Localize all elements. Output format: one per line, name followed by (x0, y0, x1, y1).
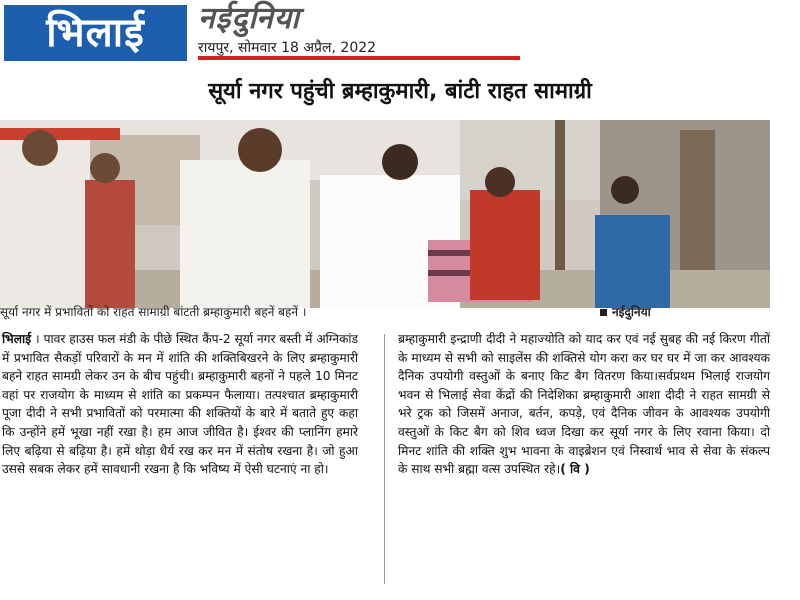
article-dateline: भिलाई (2, 332, 32, 346)
article-column-1 (2, 330, 358, 479)
newspaper-logo: नईदुनिया (198, 1, 300, 36)
column-1-text: । पावर हाउस फल मंडी के पीछे स्थित कैंप-2 सूर्या नगर बस्ती में अग्निकांड में प्रभावित सैकड़ों परिवारों के मन में शांति की शक्तिबिखरने के लिए ब्रम्हाकुमारी बहने राहत सामग्री लेकर उन के बीच पहुंची। ब्रम्हाकुमारी बहनों ने पहले 10 मिनट वहां पर राजयोग के माध्यम से शांति का प्रकम्पन फैलाया। तत्पश्चात ब्रम्हाकुमारी पूजा दीदी ने सभी प्रभावितों को परमात्मा की शक्तियों के बारे में बताते हुए कहा कि उन्होंने हमें भूखा नहीं रखा है। हम आज जीवित है। ईश्वर की प्लानिंग हमारे लिए बढ़िया से बढ़िया है। हमें थोड़ा धैर्य रख कर मन में संतोष रखना है। जो हुआ उससे सबक लेकर हमें सावधानी रखना है कि भविष्य में ऐसी घटनाएं ना हो। (2, 332, 359, 477)
photo-credit (600, 303, 651, 321)
article-headline: सूर्या नगर पहुंची ब्रम्हाकुमारी, बांटी राहत सामाग्री (208, 79, 592, 104)
masthead (0, 0, 800, 72)
dateline: रायपुर, सोमवार 18 अप्रैल, 2022 (198, 40, 377, 56)
city-label: भिलाई (4, 5, 187, 61)
column-2-text: ब्रम्हाकुमारी इन्द्राणी दीदी ने महाज्योति को याद कर एवं नई सुबह की नई किरण गीतों के माध्यम से सभी को साइलेंस की शक्तिसे योग करा कर घर घर में जा कर आवश्यक दैनिक उपयोगी वस्तुओं के बनाए किट बैग वितरण किया।सर्वप्रथम भिलाई राजयोग भवन से भिलाई सेवा केंद्रों की निदेशिका ब्रम्हाकुमारी आशा दीदी ने राहत सामग्री से भरे ट्रक को जिसमें अनाज, बर्तन, कपड़े, एवं दैनिक जीवन के आवश्यक उपयोगी वस्तुओं के किट बैग को शिव ध्वज दिखा कर सूर्या नगर के लिए रवाना किया। दो मिनट शांति की शक्ति शुभ भावना के वाइब्रेशन एवं निस्वार्थ भाव से सेवा के संकल्प के साथ सभी ब्रह्मा वत्स उपस्थित रहे। (398, 332, 770, 477)
photo-credit-label: नईदुनिया (612, 305, 651, 319)
masthead-rule (198, 56, 520, 60)
news-photo (0, 120, 770, 308)
photo-illustration (0, 120, 770, 308)
photo-caption: सूर्या नगर में प्रभावितों को राहत सामाग्री बांटती ब्रम्हाकुमारी बहनें बहनें । (0, 305, 307, 319)
column-divider (384, 334, 385, 584)
article-column-2 (398, 330, 770, 479)
article-signoff: ( वि ) (560, 462, 590, 477)
bullet-square-icon (600, 309, 607, 316)
